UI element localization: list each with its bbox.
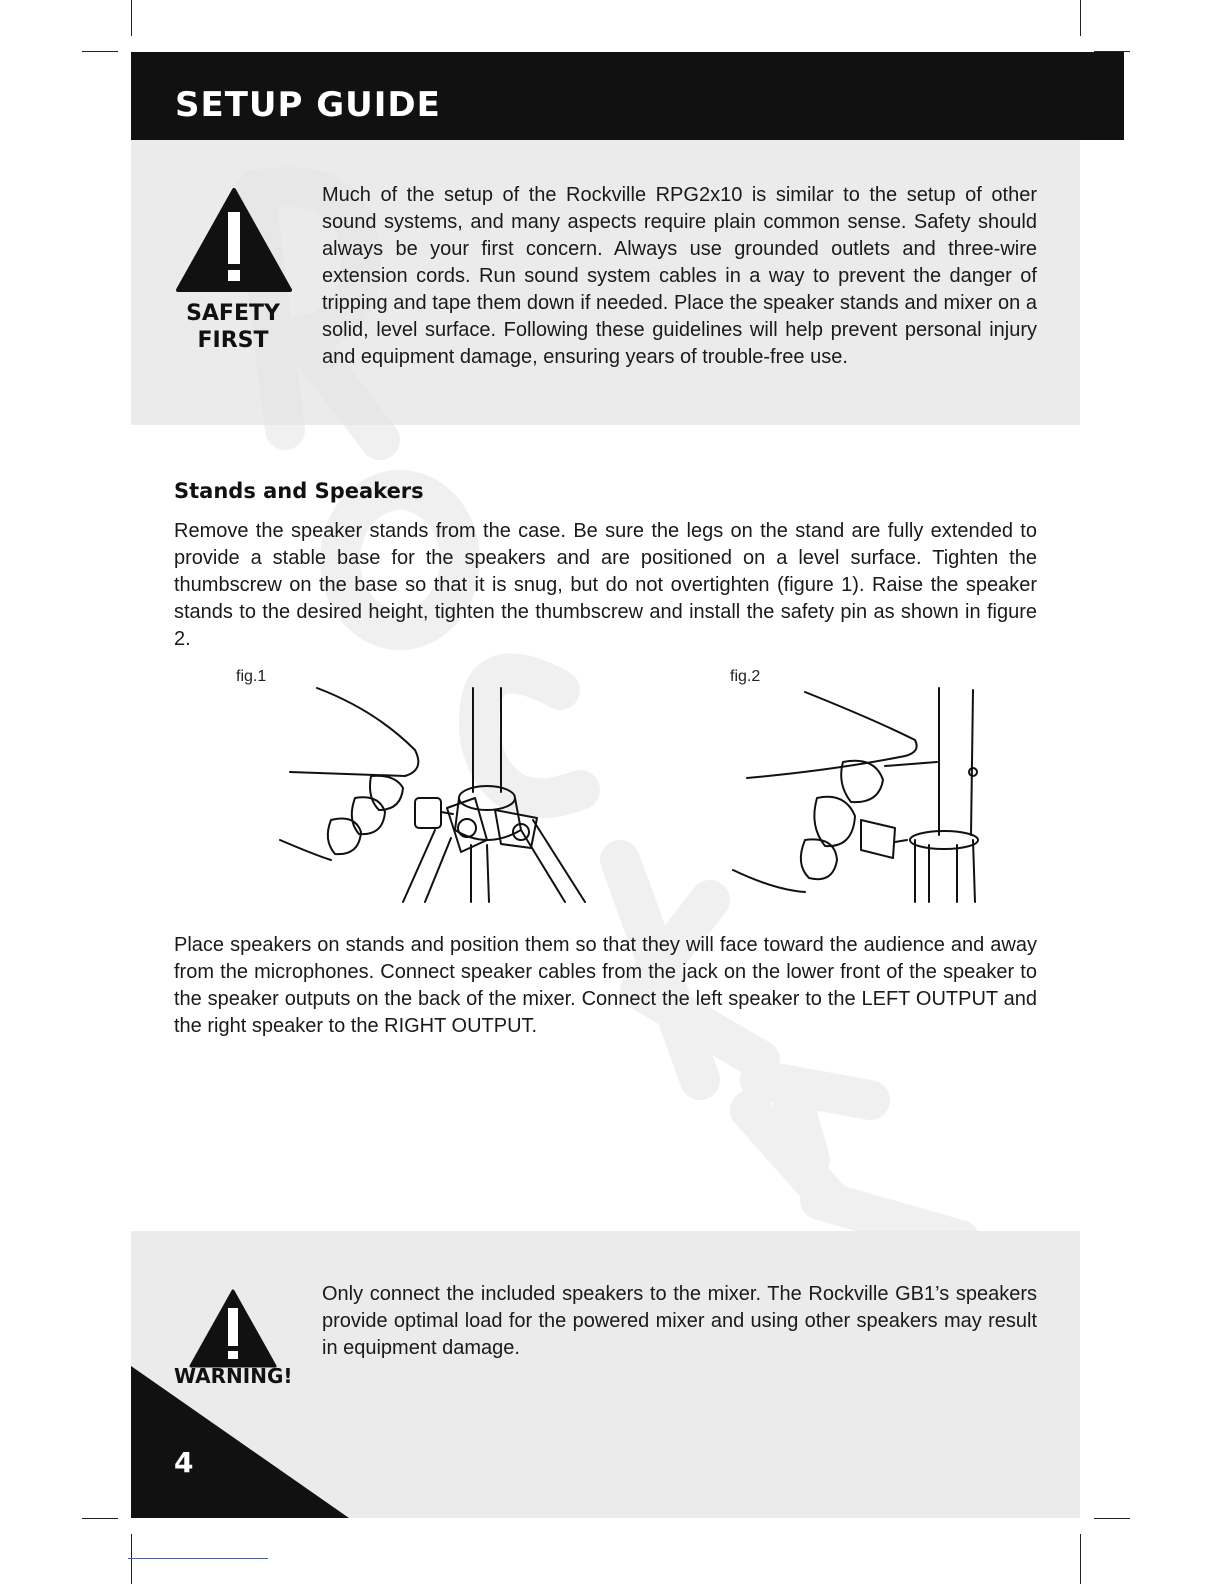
fig1-label: fig.1 bbox=[236, 668, 267, 685]
crop-mark bbox=[82, 1518, 118, 1519]
safety-label-line2: FIRST bbox=[197, 328, 269, 353]
safety-text: Much of the setup of the Rockville RPG2x10 is similar to the setup of other sound systems, and many aspects require plain common sense. Safety should always be your first concern. Always use grounded outlets and three-wire extension cords. Run sound system cables in a way to prevent the danger of tripping and tape them down if needed. Place the speaker stands and mixer on a solid, level surface. Following these guidelines will help prevent personal injury and equipment damage, ensuring years of trouble-free use. bbox=[322, 184, 1037, 368]
stands-paragraph-2: Place speakers on stands and position them so that they will face toward the audience and away from the microphones. Connect speaker cables from the jack on the lower front of the speaker to the speaker outputs on the back of the mixer. Connect the left speaker to the LEFT OUTPUT and the right speaker to the RIGHT OUTPUT. bbox=[174, 934, 1037, 1037]
crop-mark bbox=[131, 1534, 132, 1584]
crop-mark bbox=[128, 1558, 268, 1559]
safety-first-label bbox=[168, 300, 298, 354]
safety-label-line1: SAFETY bbox=[186, 301, 280, 326]
header-bar bbox=[131, 52, 1124, 140]
warning-triangle-icon bbox=[174, 186, 294, 296]
warning-label: WARNING! bbox=[174, 1364, 293, 1388]
warning-text: Only connect the included speakers to the mixer. The Rockville GB1’s speakers provide optimal load for the powered mixer and using other speakers may result in equipment damage. bbox=[322, 1283, 1037, 1359]
fig2-label: fig.2 bbox=[730, 668, 761, 685]
stands-paragraph-1: Remove the speaker stands from the case. Be sure the legs on the stand are fully extended to provide a stable base for the speakers and are positioned on a level surface. Tighten the thumbscrew on the base so that it is snug, but do not overtighten (figure 1). Raise the speaker stands to the desired height, tighten the thumbscrew and install the safety pin as shown in figure 2. bbox=[174, 520, 1037, 650]
figure-1-illustration bbox=[275, 680, 605, 905]
section-title: Stands and Speakers bbox=[174, 479, 424, 503]
page-title: SETUP GUIDE bbox=[175, 85, 441, 125]
crop-mark bbox=[1080, 0, 1081, 36]
crop-mark bbox=[131, 0, 132, 36]
page-number: 4 bbox=[174, 1446, 194, 1479]
figure-2-illustration bbox=[725, 680, 995, 905]
page-corner-tab bbox=[131, 1366, 351, 1518]
crop-mark bbox=[82, 51, 118, 52]
warning-triangle-icon bbox=[188, 1288, 278, 1370]
crop-mark bbox=[1080, 1534, 1081, 1584]
crop-mark bbox=[1094, 1518, 1130, 1519]
